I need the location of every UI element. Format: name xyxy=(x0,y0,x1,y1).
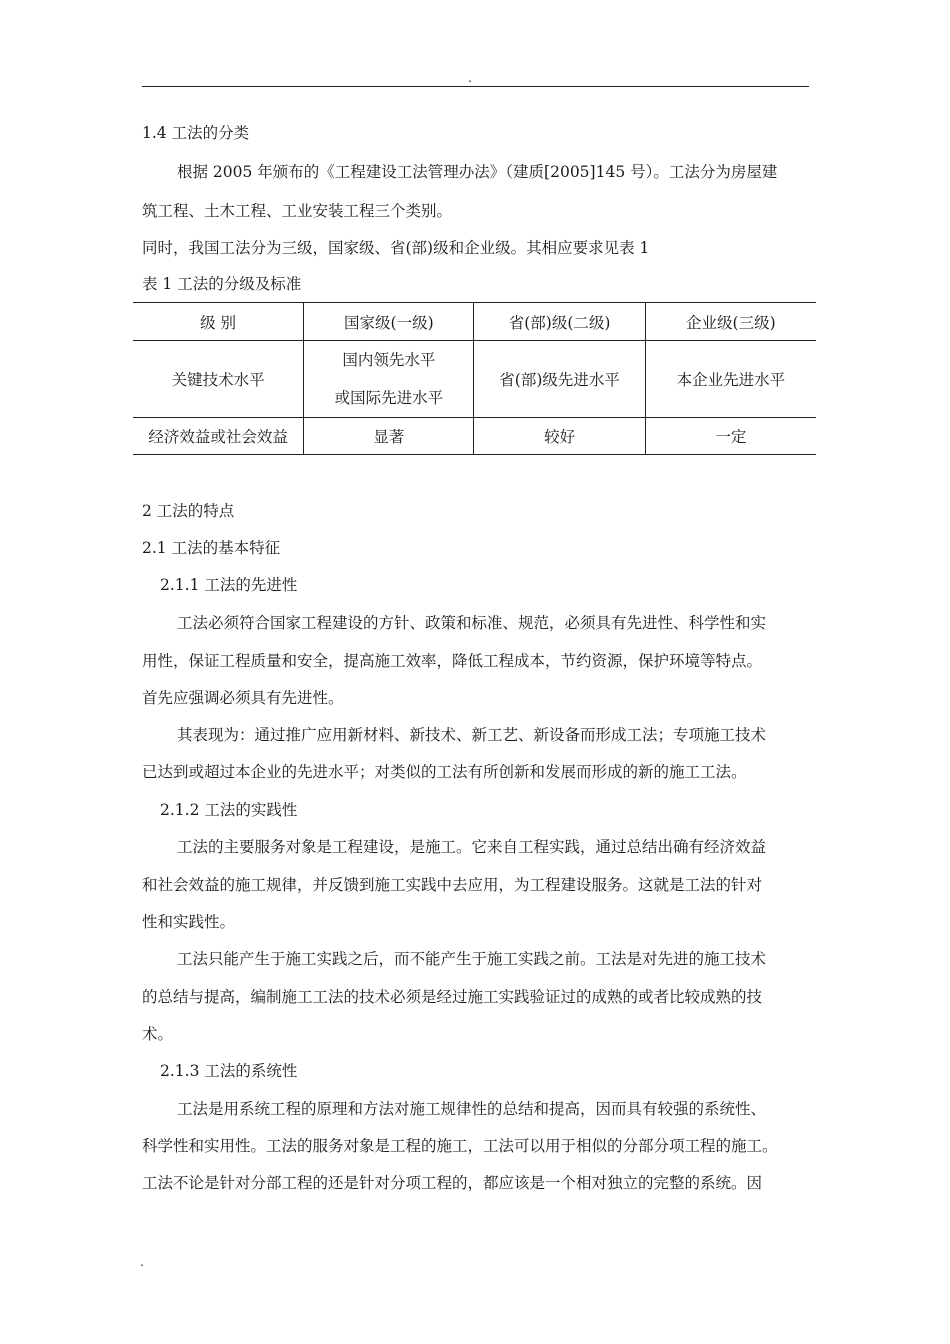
paragraph-line: 和社会效益的施工规律，并反馈到施工实践中去应用，为工程建设服务。这就是工法的针对 xyxy=(142,876,763,894)
footer-mark: . xyxy=(140,1255,144,1269)
heading-2: 2 工法的特点 xyxy=(142,502,235,520)
paragraph-line: 用性，保证工程质量和安全，提高施工效率，降低工程成本，节约资源，保护环境等特点。 xyxy=(142,652,763,670)
table-row xyxy=(133,418,816,455)
heading-1-4: 1.4 工法的分类 xyxy=(142,124,250,142)
heading-2-1-2: 2.1.2 工法的实践性 xyxy=(160,801,298,819)
paragraph-line: 工法只能产生于施工实践之后，而不能产生于施工实践之前。工法是对先进的施工技术 xyxy=(177,950,767,968)
paragraph-line: 工法是用系统工程的原理和方法对施工规律性的总结和提高，因而具有较强的系统性、 xyxy=(177,1100,767,1118)
header-cell-national: 国家级(一级) xyxy=(304,303,474,341)
cell-line: 或国际先进水平 xyxy=(334,389,444,407)
heading-2-1-1: 2.1.1 工法的先进性 xyxy=(160,576,298,594)
cell-enterprise-key-tech: 本企业先进水平 xyxy=(645,341,816,418)
paragraph-line: 筑工程、土木工程、工业安装工程三个类别。 xyxy=(142,202,453,220)
cell-provincial-benefit: 较好 xyxy=(474,418,645,455)
paragraph-line: 工法必须符合国家工程建设的方针、政策和标准、规范，必须具有先进性、科学性和实 xyxy=(177,614,767,632)
paragraph-line: 术。 xyxy=(142,1025,174,1043)
heading-2-1-3: 2.1.3 工法的系统性 xyxy=(160,1062,298,1080)
paragraph-line: 的总结与提高，编制施工工法的技术必须是经过施工实践验证过的成熟的或者比较成熟的技 xyxy=(142,988,763,1006)
header-cell-provincial: 省(部)级(二级) xyxy=(474,303,645,341)
table-row xyxy=(133,341,816,418)
paragraph-line: 其表现为：通过推广应用新材料、新技术、新工艺、新设备而形成工法；专项施工技术 xyxy=(177,726,767,744)
cell-national-benefit: 显著 xyxy=(304,418,474,455)
row-label-benefit: 经济效益或社会效益 xyxy=(133,418,304,455)
table-header-row xyxy=(133,303,816,341)
paragraph-line: 科学性和实用性。工法的服务对象是工程的施工，工法可以用于相似的分部分项工程的施工。 xyxy=(142,1137,778,1155)
header-cell-enterprise: 企业级(三级) xyxy=(645,303,816,341)
header-mark: . xyxy=(468,71,472,85)
paragraph-line: 已达到或超过本企业的先进水平；对类似的工法有所创新和发展而形成的新的施工工法。 xyxy=(142,763,747,781)
paragraph-line: 根据 2005 年颁布的《工程建设工法管理办法》（建质[2005]145 号）。工法分为房屋建 xyxy=(177,163,778,181)
cell-national-key-tech xyxy=(304,341,474,418)
heading-2-1: 2.1 工法的基本特征 xyxy=(142,539,281,557)
cell-enterprise-benefit: 一定 xyxy=(645,418,816,455)
row-label-key-tech: 关键技术水平 xyxy=(133,341,304,418)
paragraph-line: 工法不论是针对分部工程的还是针对分项工程的，都应该是一个相对独立的完整的系统。因 xyxy=(142,1174,763,1192)
paragraph-line: 性和实践性。 xyxy=(142,913,236,931)
paragraph-line: 同时，我国工法分为三级，国家级、省(部)级和企业级。其相应要求见表 1 xyxy=(142,239,650,257)
cell-provincial-key-tech: 省(部)级先进水平 xyxy=(474,341,645,418)
paragraph-line: 工法的主要服务对象是工程建设，是施工。它来自工程实践，通过总结出确有经济效益 xyxy=(177,838,767,856)
paragraph-line: 首先应强调必须具有先进性。 xyxy=(142,689,344,707)
header-rule xyxy=(142,86,809,87)
grade-standards-table xyxy=(133,302,816,455)
header-cell-grade: 级 别 xyxy=(133,303,304,341)
table-caption: 表 1 工法的分级及标准 xyxy=(142,275,302,293)
cell-line: 国内领先水平 xyxy=(342,351,436,369)
